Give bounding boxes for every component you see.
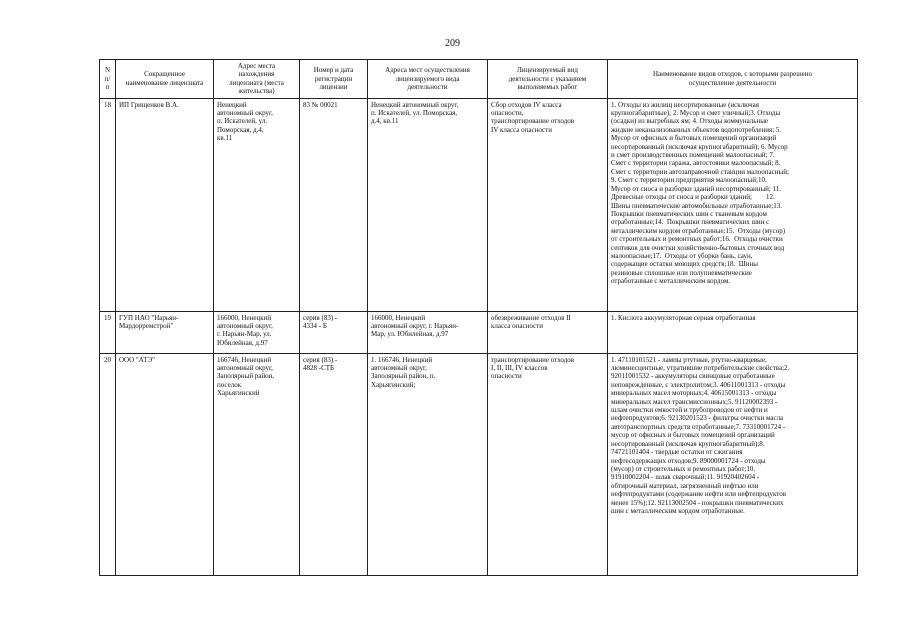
license-number: серия (83) - 4828 -СТБ: [300, 353, 368, 575]
license-number: 83 № 00021: [300, 98, 368, 311]
licensee-address: Ненецкий автономный округ, п. Искателей, ул. Поморская, д.4, кв.11: [214, 98, 300, 311]
license-number: серия (83) - 4334 - Б: [300, 311, 368, 353]
licensee-address: 166746, Ненецкий автономный округ, Заполярный район, поселок Харьягинский: [214, 353, 300, 575]
header-activity-type: Лицензируемый вид деятельности с указанием выполняемых работ: [488, 60, 608, 99]
waste-types: 1. 47110101521 - лампы ртутные, ртутно-кварцевые, люминесцентные, утратившие потребительские свойства;2. 92011001532 - аккумуляторы свинцовые отработанные неповрежденные, с электролитом;3. 40611001313 - отходы минеральных масел моторных;4. 40615001313 - отходы минеральных масел трансмиссионных;5. 91120002393 - шлам очистки емкостей и трубопроводов от нефти и нефтепродуктов;6. 92130201523 - фильтры очистки масла автотранспортных средств отработанные;7. 73310001724 - мусор от офисных и бытовых помещений организаций несортированный (исключая крупногабаритный);8. 74721101404 - твердые остатки от сжигания нефтесодержащих отходов;9. 89000001724 - отходы (мусор) от строительных и ремонтных работ;10. 91910002204 - шлак сварочный;11. 91920402604 - обтирочный материал, загрязненный нефтью или нефтепродуктами (содержание нефти или нефтепродуктов менее 15%);12. 92113002504 - покрышки пневматических шин с металлическим кордом отработанные.: [608, 353, 858, 575]
activity-address: 1. 166746, Ненецкий автономный округ, Заполярный район, п. Харьягинский;: [368, 353, 488, 575]
waste-types: 1. Отходы из жилищ несортированные (исключая крупногабаритные); 2. Мусор и смет уличный;3. Отходы (осадки) из выгребных ям; 4. Отходы коммунальные жидкие неканализованных объектов водопотребления; 5. Мусор от офисных и бытовых помещений организаций несортированный (исключая крупногабаритный); 6. Мусор и смет производственных помещений малоопасный; 7. Смет с территории гаража, автостоянки малоопасный; 8. Смет с территории автозаправочной станции малоопасный; 9. Смет с территории предприятия малоопасный;10. Мусор от сноса и разборки зданий несортированный; 11. Древесные отходы от сноса и разборки зданий; 12. Шины пневматические автомобильные отработанные;13. Покрышки пневматических шин с тканевым кордом отработанные;14. Покрышки пневматических шин с металлическим кордом отработанные;15. Отходы (мусор) от строительных и ремонтных работ;16. Отходы очистки септиков для очистки хозяйственно-бытовых сточных вод малоопасные;17. Отходы от уборки бань, саун, содержащие остатки моющих средств;18. Шины резиновые сплошные или полупневматические отработанные с металлическим кордом.: [608, 98, 858, 311]
row-number: 19: [100, 311, 116, 353]
table-row: [100, 311, 858, 353]
activity-type: транспортирование отходов I, II, III, IV классов опасности: [488, 353, 608, 575]
licensee-address: 166000, Ненецкий автономный округ, г. Нарьян-Мар, ул. Юбилейная, д.97: [214, 311, 300, 353]
licensee-name: ИП Грищенков В.А.: [116, 98, 214, 311]
activity-type: Сбор отходов IV класса опасности, транспортирование отходов IV класса опасности: [488, 98, 608, 311]
row-number: 20: [100, 353, 116, 575]
table-row: [100, 353, 858, 575]
header-number: N п/ п: [100, 60, 116, 99]
license-registry-table: [99, 59, 858, 576]
activity-address: Ненецкий автономный округ, п. Искателей, ул. Поморская, д.4, кв.11: [368, 98, 488, 311]
header-licensee-address: Адрес места нахождения лицензиата (места жительства): [214, 60, 300, 99]
activity-type: обезвреживание отходов II класса опасности: [488, 311, 608, 353]
licensee-name: ООО "АТЭ": [116, 353, 214, 575]
waste-types: 1. Кислота аккумуляторная серная отработанная: [608, 311, 858, 353]
activity-address: 166000, Ненецкий автономный округ, г. Нарьян- Мар, ул. Юбилейная, д.97: [368, 311, 488, 353]
table-header-row: [100, 60, 858, 99]
table-row: [100, 98, 858, 311]
row-number: 18: [100, 98, 116, 311]
header-licensee-name: Сокращенное наименование лицензиата: [116, 60, 214, 99]
licensee-name: ГУП НАО "Нарьян- Мардорремстрой": [116, 311, 214, 353]
header-waste-types: Наименование видов отходов, с которыми разрешено осуществление деятельности: [608, 60, 858, 99]
header-activity-address: Адреса мест осуществления лицензируемого вида деятельности: [368, 60, 488, 99]
page-number: 209: [445, 38, 460, 49]
header-license-number: Номер и дата регистрации лицензии: [300, 60, 368, 99]
